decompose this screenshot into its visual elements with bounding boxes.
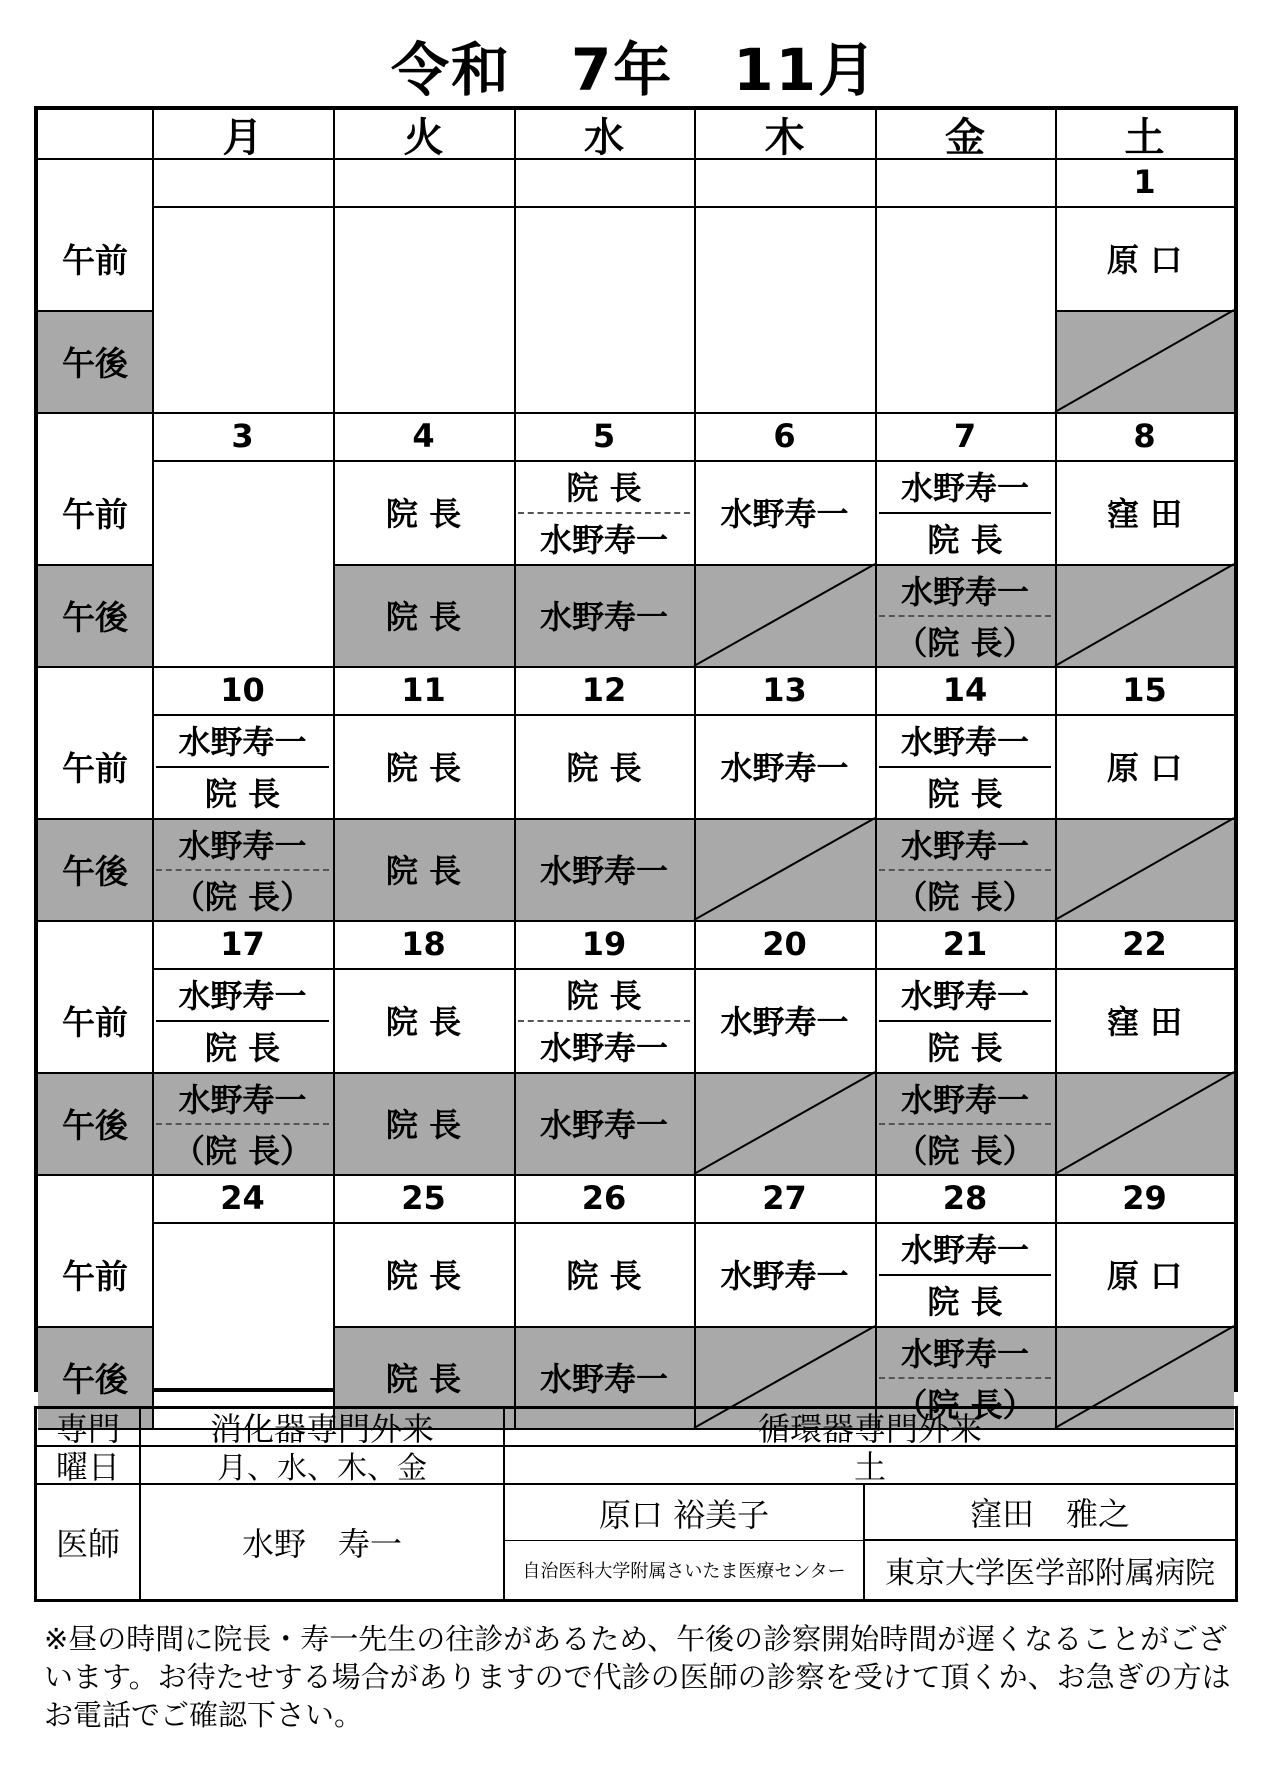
empty-slot: [875, 206, 1055, 412]
col-line: [694, 110, 696, 1428]
row-line: [38, 1072, 152, 1074]
am-split-line: [156, 766, 329, 768]
label-am: 午前: [62, 1256, 128, 1296]
schedule-calendar: [34, 106, 1238, 1424]
pm-doctor: （院 長）: [895, 877, 1035, 916]
row-line: [875, 818, 1055, 820]
date-cell: 26: [581, 1179, 627, 1217]
date-cell: 14: [942, 671, 988, 709]
closed-diagonal-line: [1055, 1072, 1234, 1174]
date-cell: [152, 158, 333, 206]
pm-doctor: 水野寿一: [900, 572, 1029, 611]
row-line: [694, 1072, 875, 1074]
pm-doctor: 水野寿一: [539, 1360, 668, 1398]
pm-doctor: （院 長）: [172, 1131, 313, 1170]
date-cell: 17: [220, 925, 265, 963]
row-line: [1055, 310, 1234, 312]
am-split-line: [879, 512, 1051, 514]
label-specialty: 専門: [37, 1409, 141, 1447]
row-line: [38, 818, 152, 820]
closed-diagonal: [694, 818, 875, 920]
date-cell: 29: [1122, 1179, 1167, 1217]
pm-split-line: [156, 1123, 329, 1125]
closed-diagonal-line: [694, 564, 875, 666]
weekday-header-5: 土: [1124, 114, 1165, 161]
pm-split-line: [879, 615, 1051, 617]
date-cell: 27: [762, 1179, 807, 1217]
am-doctor: 水野寿一: [539, 1029, 668, 1067]
label-pm: 午後: [38, 310, 152, 412]
closed-diagonal: [1055, 310, 1234, 412]
cardio-days: 土: [505, 1447, 1235, 1485]
row-line: [514, 1072, 694, 1074]
date-cell: 11: [401, 671, 446, 709]
col-line: [1055, 110, 1057, 1428]
row-line: [1055, 564, 1234, 566]
row-line: [514, 1326, 694, 1328]
cardio-doctor2-affiliation: 東京大学医学部附属病院: [885, 1556, 1215, 1591]
date-cell: [514, 158, 694, 206]
pm-doctor: 水野寿一: [178, 826, 307, 865]
row-line: [152, 714, 1234, 716]
gi-specialty: 消化器専門外来: [141, 1409, 505, 1447]
am-doctor: 水野寿一: [178, 723, 307, 761]
am-doctor: 院 長: [204, 775, 281, 813]
am-doctor: 院 長: [385, 495, 462, 533]
label-doctor: 医師: [37, 1485, 141, 1599]
date-cell: 7: [953, 417, 977, 455]
am-doctor: 水野寿一: [900, 977, 1029, 1015]
col-line: [152, 110, 154, 1428]
pm-doctor: （院 長）: [895, 623, 1035, 662]
am-doctor: 院 長: [566, 749, 642, 787]
row-line: [514, 818, 694, 820]
weekday-header-4: 金: [945, 114, 985, 161]
am-doctor: 院 長: [385, 1257, 462, 1295]
date-cell: 1: [1133, 163, 1156, 201]
am-doctor: 院 長: [566, 977, 642, 1015]
pm-doctor: 院 長: [385, 598, 462, 636]
am-split-line: [879, 1274, 1051, 1276]
pm-doctor: 水野寿一: [900, 1334, 1029, 1373]
closed-diagonal-line: [1055, 818, 1234, 920]
pm-doctor: 院 長: [385, 1106, 462, 1144]
pm-doctor: （院 長）: [895, 1131, 1035, 1170]
row-line: [875, 1072, 1055, 1074]
row-line: [694, 1326, 875, 1328]
label-days: 曜日: [37, 1447, 141, 1485]
pm-doctor: （院 長）: [895, 1385, 1035, 1424]
pm-split-line: [879, 869, 1051, 871]
row-line: [875, 1326, 1055, 1328]
am-doctor: 窪 田: [1106, 495, 1183, 533]
date-cell: [333, 158, 514, 206]
am-doctor: 水野寿一: [720, 1003, 849, 1041]
weekday-header-3: 木: [764, 114, 805, 161]
date-cell: 20: [762, 925, 807, 963]
am-doctor: 院 長: [927, 1029, 1003, 1067]
pm-doctor: 水野寿一: [900, 1080, 1029, 1119]
row-line: [333, 1326, 514, 1328]
am-doctor: 水野寿一: [900, 723, 1029, 761]
pm-doctor: 水野寿一: [900, 826, 1029, 865]
pm-doctor: 水野寿一: [178, 1080, 307, 1119]
cardio-doctor1-name: 原口 裕美子: [505, 1485, 865, 1541]
am-split-line: [518, 512, 690, 514]
closed-diagonal-line: [694, 818, 875, 920]
pm-split-line: [879, 1123, 1051, 1125]
row-line: [152, 206, 1234, 208]
weekday-header-0: 月: [222, 114, 263, 161]
col-line: [333, 110, 335, 1428]
closed-diagonal: [694, 564, 875, 666]
date-cell: 3: [231, 417, 254, 455]
empty-slot: [152, 460, 333, 666]
empty-slot: [152, 1222, 333, 1428]
am-split-line: [156, 1020, 329, 1022]
row-line: [1055, 1326, 1234, 1328]
date-cell: 19: [581, 925, 627, 963]
label-pm: 午後: [38, 1326, 152, 1428]
am-doctor: 院 長: [566, 469, 642, 507]
am-doctor: 原 口: [1106, 749, 1183, 787]
date-cell: 22: [1122, 925, 1167, 963]
date-cell: 28: [942, 1179, 988, 1217]
date-cell: 18: [401, 925, 446, 963]
row-line: [875, 564, 1055, 566]
row-line: [333, 1072, 514, 1074]
closed-diagonal: [1055, 818, 1234, 920]
row-line: [152, 968, 1234, 970]
row-line: [152, 460, 1234, 462]
row-line: [38, 1326, 152, 1328]
am-doctor: 水野寿一: [720, 1257, 849, 1295]
date-cell: 6: [773, 417, 796, 455]
label-pm: 午後: [38, 564, 152, 666]
pm-doctor: 水野寿一: [539, 852, 668, 890]
row-line: [1055, 1072, 1234, 1074]
am-doctor: 院 長: [927, 521, 1003, 559]
weekday-header-2: 水: [584, 114, 624, 161]
row-line: [152, 1072, 333, 1074]
am-doctor: 院 長: [927, 775, 1003, 813]
date-cell: 15: [1122, 671, 1167, 709]
date-cell: 5: [592, 417, 616, 455]
am-split-line: [518, 1020, 690, 1022]
row-line: [38, 564, 152, 566]
label-am: 午前: [62, 240, 128, 280]
row-line: [152, 1222, 1234, 1224]
am-doctor: 原 口: [1106, 1257, 1183, 1295]
label-pm: 午後: [38, 1072, 152, 1174]
pm-doctor: 水野寿一: [539, 598, 668, 636]
date-cell: 8: [1133, 417, 1156, 455]
page-title: 令和 7年 11月: [390, 36, 879, 104]
row-line: [514, 564, 694, 566]
empty-slot: [333, 206, 514, 412]
am-doctor: 院 長: [204, 1029, 281, 1067]
pm-doctor: 水野寿一: [539, 1106, 668, 1144]
cardio-specialty: 循環器専門外来: [505, 1409, 1235, 1447]
am-doctor: 院 長: [385, 749, 462, 787]
closed-diagonal-line: [694, 1072, 875, 1174]
row-line: [152, 818, 333, 820]
empty-slot: [514, 206, 694, 412]
row-line: [333, 564, 514, 566]
am-split-line: [879, 766, 1051, 768]
am-doctor: 水野寿一: [539, 521, 668, 559]
gi-days: 月、水、木、金: [141, 1447, 505, 1485]
closed-diagonal-line: [1055, 310, 1234, 412]
col-line: [514, 110, 516, 1428]
row-line: [38, 310, 152, 312]
am-doctor: 院 長: [385, 1003, 462, 1041]
date-cell: 4: [412, 417, 435, 455]
cardio-doctor1-affiliation: 自治医科大学附属さいたま医療センター: [505, 1541, 865, 1599]
date-cell: [875, 158, 1055, 206]
footer-note: ※昼の時間に院長・寿一先生の往診があるため、午後の診察開始時間が遅くなることがございます。お待たせする場合がありますので代診の医師の診察を受けて頂くか、お急ぎの方はお電話でご確認下さい。: [44, 1622, 1231, 1732]
date-cell: 13: [762, 671, 807, 709]
gi-doctor: 水野 寿一: [141, 1485, 505, 1599]
row-line: [694, 818, 875, 820]
am-doctor: 原 口: [1106, 241, 1183, 279]
label-am: 午前: [62, 1002, 128, 1042]
closed-diagonal: [1055, 1072, 1234, 1174]
row-line: [333, 818, 514, 820]
label-am: 午前: [62, 748, 128, 788]
label-pm: 午後: [38, 818, 152, 920]
cardio-doctor2-name: 窪田 雅之: [865, 1485, 1235, 1541]
row-line: [694, 564, 875, 566]
empty-slot: [694, 206, 875, 412]
pm-split-line: [879, 1377, 1051, 1379]
am-doctor: 水野寿一: [900, 469, 1029, 507]
pm-doctor: 院 長: [385, 852, 462, 890]
weekday-header-1: 火: [403, 114, 444, 161]
empty-slot: [152, 206, 333, 412]
date-cell: 24: [220, 1179, 265, 1217]
date-cell: 25: [401, 1179, 446, 1217]
am-split-line: [879, 1020, 1051, 1022]
pm-doctor: 院 長: [385, 1360, 462, 1398]
label-am: 午前: [62, 494, 128, 534]
date-cell: 10: [220, 671, 265, 709]
closed-diagonal: [694, 1072, 875, 1174]
am-doctor: 水野寿一: [720, 495, 849, 533]
specialist-info-table: [34, 1406, 1238, 1602]
pm-split-line: [156, 869, 329, 871]
date-cell: [694, 158, 875, 206]
col-line: [875, 110, 877, 1428]
am-doctor: 水野寿一: [900, 1231, 1029, 1269]
am-doctor: 水野寿一: [178, 977, 307, 1015]
date-cell: 21: [942, 925, 988, 963]
am-doctor: 窪 田: [1106, 1003, 1183, 1041]
am-doctor: 水野寿一: [720, 749, 849, 787]
am-doctor: 院 長: [566, 1257, 642, 1295]
pm-doctor: （院 長）: [172, 877, 313, 916]
am-doctor: 院 長: [927, 1283, 1003, 1321]
closed-diagonal-line: [1055, 564, 1234, 666]
row-line: [1055, 818, 1234, 820]
closed-diagonal: [1055, 564, 1234, 666]
date-cell: 12: [581, 671, 627, 709]
